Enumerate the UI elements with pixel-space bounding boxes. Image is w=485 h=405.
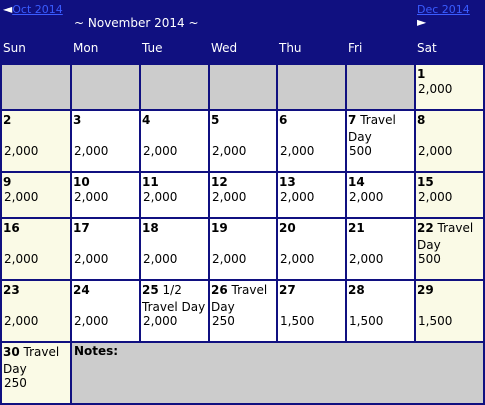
next-month-nav: [417, 3, 483, 29]
day-cell[interactable]: [416, 65, 483, 109]
day-amount: 2,000: [4, 252, 39, 266]
day-amount: 500: [418, 252, 441, 266]
day-cell[interactable]: [210, 281, 276, 341]
day-amount: 2,000: [349, 190, 384, 204]
day-header: [348, 282, 413, 299]
day-amount: 250: [4, 376, 27, 390]
day-number: 9: [3, 175, 12, 189]
day-note: Travel Day: [3, 345, 60, 376]
day-header: [73, 112, 138, 129]
day-cell[interactable]: [210, 173, 276, 217]
month-title: ~ November 2014 ~: [74, 16, 199, 30]
day-cell[interactable]: [2, 281, 70, 341]
empty-day-cell: [278, 65, 345, 109]
day-header: [3, 282, 69, 299]
day-cell[interactable]: [347, 111, 414, 171]
day-amount: 2,000: [418, 144, 453, 158]
day-header: [73, 282, 138, 299]
notes-area: [72, 343, 483, 403]
weekday-tue: Tue: [142, 41, 163, 55]
day-header: [211, 220, 275, 237]
day-number: 1: [417, 67, 426, 81]
day-number: 20: [279, 221, 296, 235]
day-cell[interactable]: [278, 281, 345, 341]
day-cell[interactable]: [72, 173, 139, 217]
day-header: [348, 112, 413, 146]
day-number: 24: [73, 283, 90, 297]
day-cell[interactable]: [2, 173, 70, 217]
day-number: 23: [3, 283, 20, 297]
day-header: [142, 282, 207, 316]
day-amount: 2,000: [212, 190, 247, 204]
day-amount: 2,000: [74, 314, 109, 328]
day-note: Travel Day: [417, 221, 474, 252]
day-amount: 2,000: [74, 144, 109, 158]
empty-day-cell: [2, 65, 70, 109]
day-cell[interactable]: [416, 219, 483, 279]
day-cell[interactable]: [210, 219, 276, 279]
day-number: 7: [348, 113, 357, 127]
day-number: 19: [211, 221, 228, 235]
day-header: [417, 220, 482, 254]
day-number: 27: [279, 283, 296, 297]
day-amount: 2,000: [280, 144, 315, 158]
day-number: 29: [417, 283, 434, 297]
day-number: 26: [211, 283, 228, 297]
empty-day-cell: [72, 65, 139, 109]
day-header: [417, 282, 482, 299]
day-number: 13: [279, 175, 296, 189]
weekday-sun: Sun: [3, 41, 26, 55]
day-amount: 2,000: [4, 314, 39, 328]
next-month-link[interactable]: Dec 2014: [417, 3, 470, 16]
day-amount: 2,000: [4, 190, 39, 204]
day-amount: 1,500: [280, 314, 315, 328]
day-header: [417, 112, 482, 129]
day-number: 22: [417, 221, 434, 235]
day-header: [142, 112, 207, 129]
day-note: 1/2 Travel Day: [142, 283, 206, 314]
day-amount: 2,000: [143, 144, 178, 158]
day-cell[interactable]: [347, 281, 414, 341]
day-amount: 2,000: [418, 190, 453, 204]
day-number: 16: [3, 221, 20, 235]
weekday-mon: Mon: [73, 41, 99, 55]
day-cell[interactable]: [72, 219, 139, 279]
empty-day-cell: [347, 65, 414, 109]
day-cell[interactable]: [72, 281, 139, 341]
day-amount: 250: [212, 314, 235, 328]
day-number: 5: [211, 113, 220, 127]
day-header: [211, 112, 275, 129]
day-number: 10: [73, 175, 90, 189]
day-header: [3, 344, 69, 378]
day-number: 17: [73, 221, 90, 235]
day-cell[interactable]: [141, 219, 208, 279]
day-number: 15: [417, 175, 434, 189]
empty-day-cell: [210, 65, 276, 109]
day-cell[interactable]: [141, 281, 208, 341]
prev-month-nav: [3, 3, 63, 16]
day-number: 6: [279, 113, 288, 127]
day-number: 12: [211, 175, 228, 189]
day-header: [3, 112, 69, 129]
day-cell[interactable]: [2, 111, 70, 171]
day-amount: 2,000: [143, 252, 178, 266]
day-amount: 1,500: [349, 314, 384, 328]
day-cell[interactable]: [347, 173, 414, 217]
day-amount: 2,000: [212, 144, 247, 158]
day-cell[interactable]: [2, 343, 70, 403]
day-cell[interactable]: [141, 111, 208, 171]
day-header: [211, 282, 275, 316]
day-header: [73, 220, 138, 237]
day-amount: 2,000: [143, 190, 178, 204]
day-number: 14: [348, 175, 365, 189]
right-arrow-icon[interactable]: ►: [417, 15, 427, 29]
left-arrow-icon[interactable]: ◄: [3, 2, 13, 16]
day-number: 25: [142, 283, 159, 297]
day-number: 4: [142, 113, 151, 127]
day-header: [348, 220, 413, 237]
day-cell[interactable]: [72, 111, 139, 171]
day-number: 8: [417, 113, 426, 127]
day-cell[interactable]: [416, 173, 483, 217]
day-cell[interactable]: [2, 219, 70, 279]
day-header: [142, 220, 207, 237]
day-number: 30: [3, 345, 20, 359]
day-cell[interactable]: [416, 111, 483, 171]
day-amount: 2,000: [212, 252, 247, 266]
day-cell[interactable]: [278, 219, 345, 279]
empty-day-cell: [141, 65, 208, 109]
prev-month-link[interactable]: Oct 2014: [12, 3, 63, 16]
weekday-wed: Wed: [211, 41, 238, 55]
day-header: [3, 220, 69, 237]
day-cell[interactable]: [347, 219, 414, 279]
month-navigation: [0, 0, 485, 36]
day-amount: 2,000: [74, 190, 109, 204]
day-cell[interactable]: [416, 281, 483, 341]
day-header: [279, 220, 344, 237]
weekday-fri: Fri: [348, 41, 363, 55]
day-number: 3: [73, 113, 82, 127]
day-amount: 2,000: [4, 144, 39, 158]
day-number: 2: [3, 113, 12, 127]
day-number: 11: [142, 175, 159, 189]
day-cell[interactable]: [210, 111, 276, 171]
day-number: 18: [142, 221, 159, 235]
day-cell[interactable]: [278, 173, 345, 217]
day-amount: 2,000: [349, 252, 384, 266]
notes-label: Notes:: [74, 344, 119, 358]
day-amount: 2,000: [74, 252, 109, 266]
day-amount: 2,000: [143, 314, 178, 328]
day-note: Travel Day: [348, 113, 396, 144]
day-number: 21: [348, 221, 365, 235]
day-header: [279, 282, 344, 299]
day-header: [279, 112, 344, 129]
day-amount: 2,000: [280, 252, 315, 266]
day-cell[interactable]: [141, 173, 208, 217]
day-amount: 500: [349, 144, 372, 158]
day-note: Travel Day: [211, 283, 268, 314]
day-amount: 1,500: [418, 314, 453, 328]
weekday-sat: Sat: [417, 41, 437, 55]
weekday-thu: Thu: [279, 41, 302, 55]
day-number: 28: [348, 283, 365, 297]
day-amount: 2,000: [418, 82, 453, 96]
day-amount: 2,000: [280, 190, 315, 204]
day-cell[interactable]: [278, 111, 345, 171]
